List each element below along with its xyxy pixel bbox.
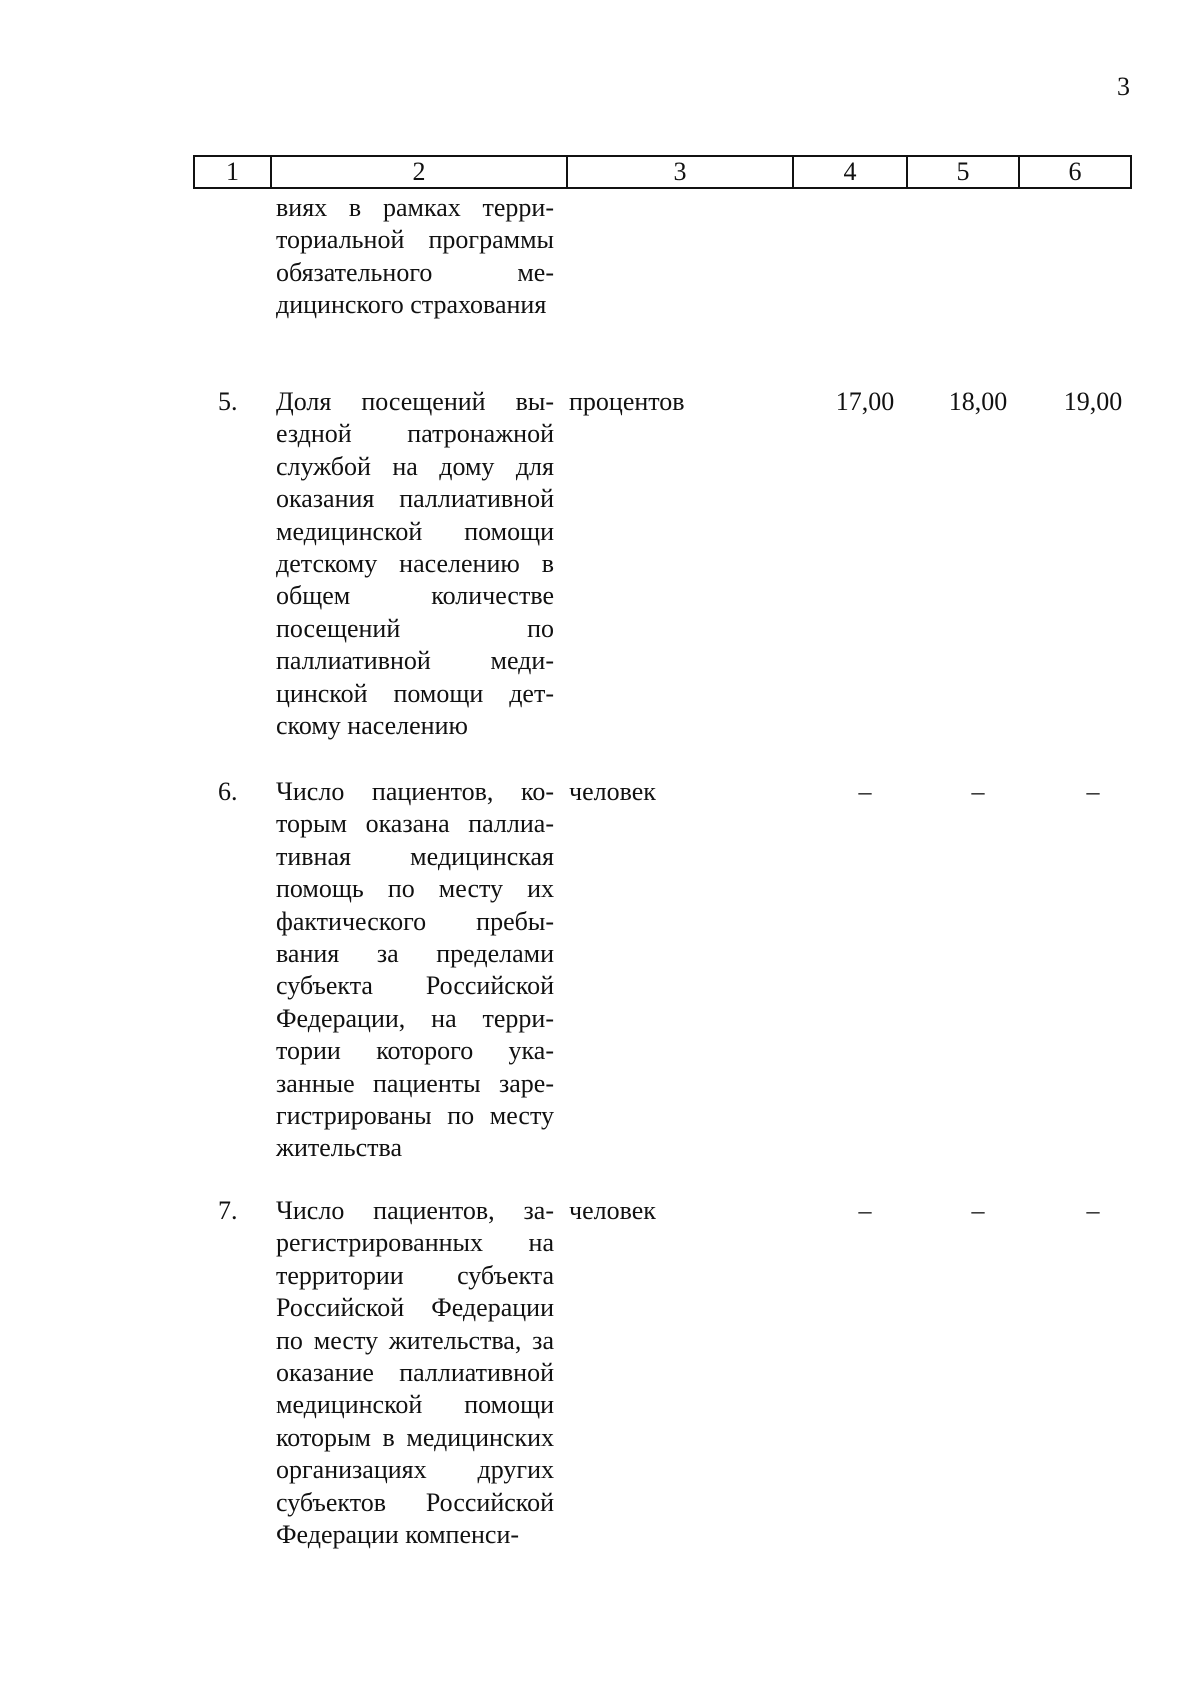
column-number-header	[193, 155, 1132, 189]
indicator-name: Число пациентов, зарегистрированных на территории субъекта Российской Федерации по месту жительства, за оказание паллиативной медицинской помощи которым в медицинских организациях других субъектов Российской Федерации компенси-	[276, 1196, 554, 1550]
unit: человек	[569, 1196, 656, 1225]
value-col-4: –	[858, 777, 872, 806]
value-col-5: 18,00	[948, 387, 1008, 416]
row-number: 5.	[218, 387, 238, 416]
value-col-4: –	[858, 1196, 872, 1225]
value-col-6: –	[1086, 777, 1100, 806]
value-col-5: –	[971, 777, 985, 806]
header-col-2: 2	[271, 156, 567, 188]
row-number: 6.	[218, 777, 238, 806]
indicator-name: Число пациентов, которым оказана паллиативная медицинская помощь по месту их фактического пребывания за пределами субъекта Российской Федерации, на территории которого указанные пациенты зарегистрированы по месту жительства	[276, 777, 554, 1163]
page-number: 3	[1117, 72, 1130, 101]
header-col-6: 6	[1019, 156, 1131, 188]
value-col-6: 19,00	[1063, 387, 1123, 416]
continuation-text: виях в рамках территориальной программы обязательного медицинского страхования	[276, 193, 554, 320]
header-col-5: 5	[907, 156, 1019, 188]
unit: человек	[569, 777, 656, 806]
unit: процентов	[569, 387, 685, 416]
value-col-6: –	[1086, 1196, 1100, 1225]
header-col-1: 1	[194, 156, 271, 188]
row-number: 7.	[218, 1196, 238, 1225]
value-col-4: 17,00	[835, 387, 895, 416]
header-col-3: 3	[567, 156, 793, 188]
header-col-4: 4	[793, 156, 907, 188]
value-col-5: –	[971, 1196, 985, 1225]
indicator-name: Доля посещений выездной патронажной службой на дому для оказания паллиативной медицинской помощи детскому населению в общем количестве посещений по паллиативной медицинской помощи детскому населению	[276, 387, 554, 741]
